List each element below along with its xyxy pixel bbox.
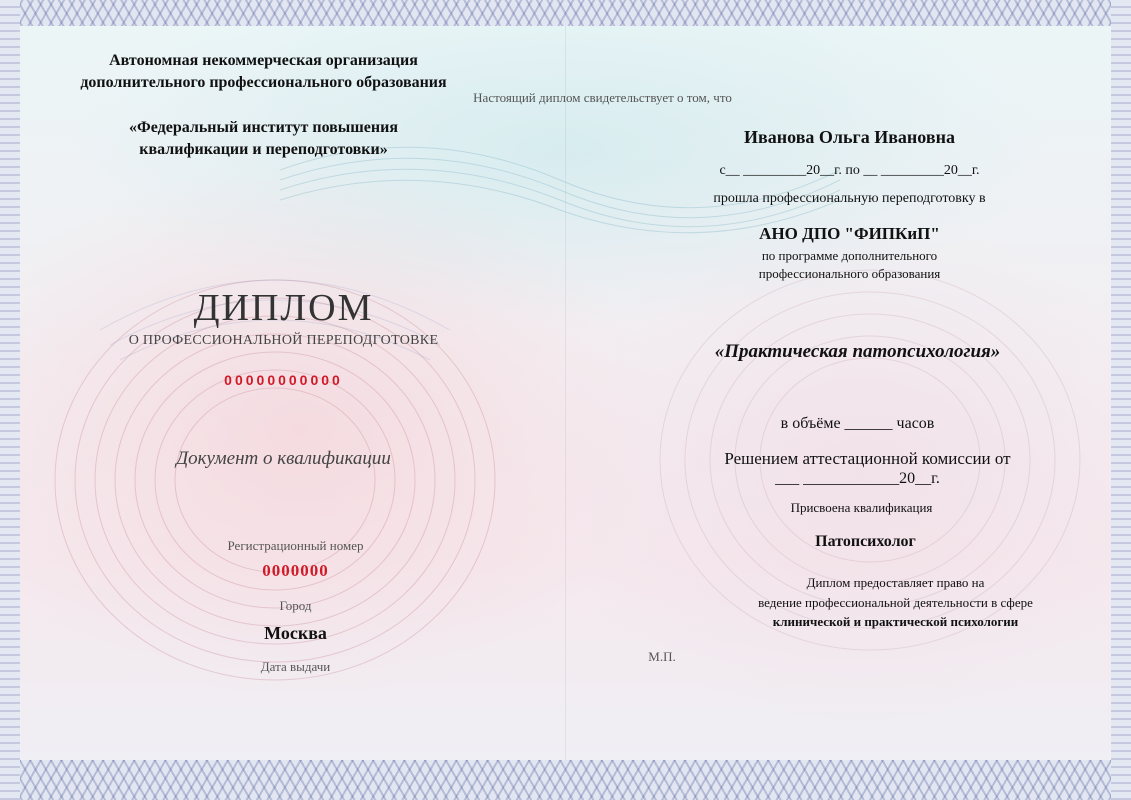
issue-date-label: Дата выдачи [260, 659, 331, 674]
serial-number: 00000000000 [224, 372, 343, 388]
organization-short-name: АНО ДПО "ФИПКиП" [759, 224, 940, 243]
qualification-value: Патопсихолог [815, 533, 916, 550]
qualification-doc-label: Документ о квалификации [176, 448, 391, 469]
registration-number: 0000000 [262, 561, 329, 580]
completed-text: прошла профессиональную переподготовку в [713, 191, 986, 206]
volume-hours: в объёме ______ часов [780, 415, 935, 432]
assigned-qualification-label: Присвоена квалификация [790, 500, 933, 515]
certifies-text: Настоящий диплом свидетельствует о том, что [473, 90, 732, 105]
rights-line3: клинической и практической психологии [772, 614, 1019, 629]
guilloche-border-bottom [0, 760, 1131, 800]
commission-line1: Решением аттестационной комиссии от [724, 449, 1011, 468]
guilloche-border-right [1111, 0, 1131, 800]
city-value: Москва [264, 623, 327, 643]
org-name-line2: дополнительного профессионального образования [80, 74, 447, 91]
holder-name: Иванова Ольга Ивановна [744, 127, 955, 147]
institute-name-line1: «Федеральный институт повышения [128, 119, 398, 136]
registration-number-label: Регистрационный номер [227, 538, 364, 553]
stamp-place-label: М.П. [648, 649, 676, 664]
org-name-line1: Автономная некоммерческая организация [109, 52, 418, 69]
rights-line2: ведение профессиональной деятельности в сфере [758, 595, 1033, 610]
guilloche-border-top [0, 0, 1131, 26]
program-text-line1: по программе дополнительного [761, 248, 938, 263]
program-name: «Практическая патопсихология» [714, 341, 1001, 362]
document-subtitle: О ПРОФЕССИОНАЛЬНОЙ ПЕРЕПОДГОТОВКЕ [128, 333, 439, 348]
program-text-line2: профессионального образования [758, 266, 941, 281]
commission-line2: ___ ____________20__г. [775, 470, 940, 487]
document-title: ДИПЛОМ [193, 287, 374, 329]
institute-name-line2: квалификации и переподготовки» [139, 141, 388, 158]
study-period: с__ _________20__г. по __ _________20__г. [719, 163, 980, 178]
city-label: Город [279, 598, 312, 613]
rights-line1: Диплом предоставляет право на [806, 575, 985, 590]
